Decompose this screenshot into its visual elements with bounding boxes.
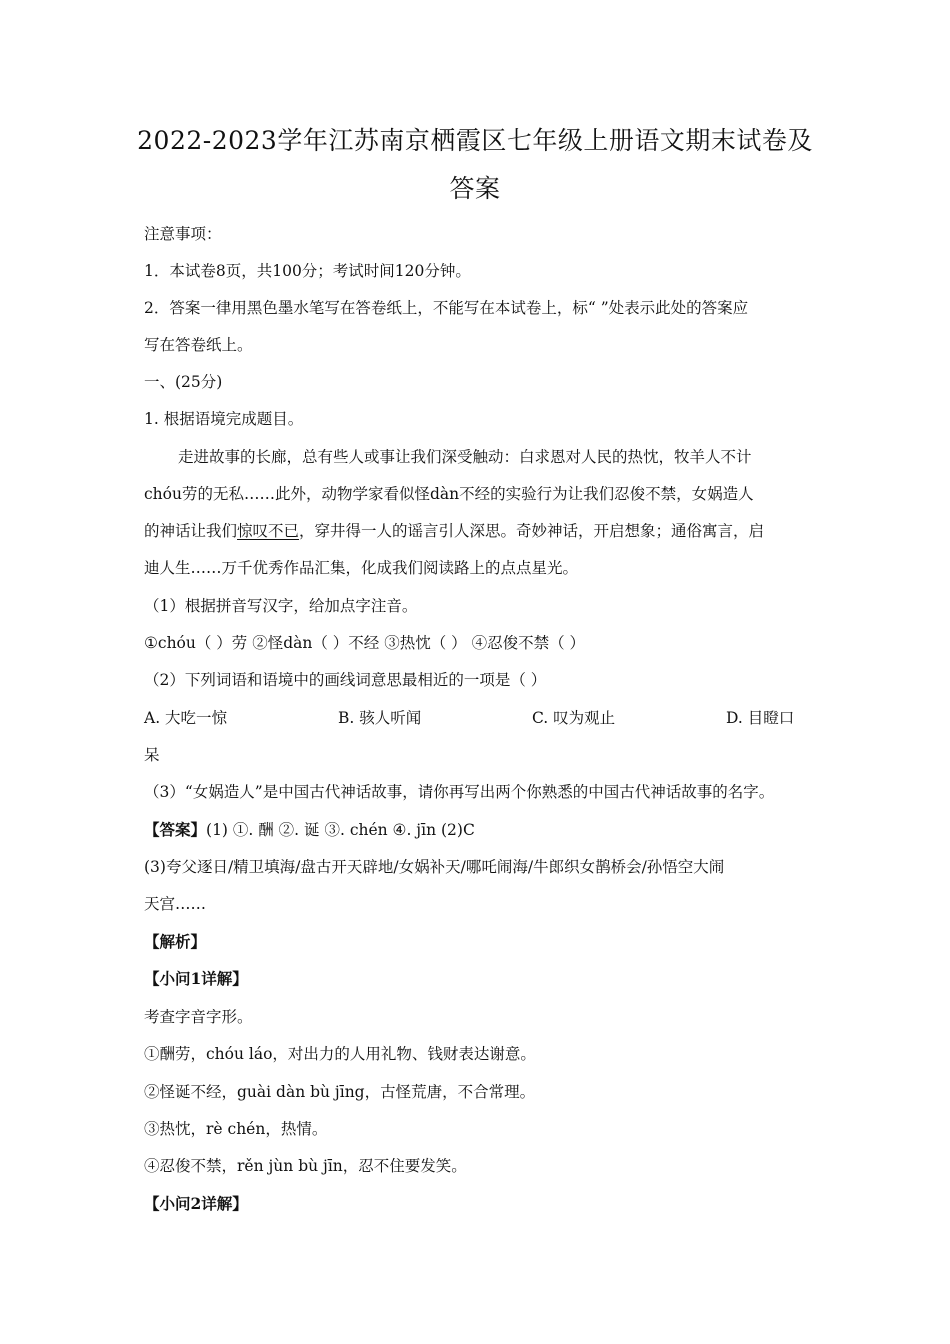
answer-line-1 bbox=[144, 819, 814, 841]
doc-title-line2: 答案 bbox=[449, 174, 501, 203]
doc-title-line1: 2022-2023学年江苏南京栖霞区七年级上册语文期末试卷及 bbox=[137, 126, 813, 155]
analysis-item-4: ④忍俊不禁，rěn jùn bù jīn，忍不住要发笑。 bbox=[144, 1157, 467, 1175]
sub-question-1-prompt: （1）根据拼音写汉字，给加点字注音。 bbox=[144, 597, 418, 615]
passage-line-4: 迪人生……万千优秀作品汇集，化成我们阅读路上的点点星光。 bbox=[144, 559, 579, 577]
sub-question-1-blanks: ①chóu（ ）劳 ②怪dàn（ ）不经 ③热忱（ ） ④忍俊不禁（ ） bbox=[144, 634, 586, 652]
answer-line-3: 天宫…… bbox=[144, 895, 207, 913]
analysis-sub1-label: 【小问1详解】 bbox=[144, 969, 248, 988]
notes-item-1: 1．本试卷8页，共100分；考试时间120分钟。 bbox=[144, 262, 471, 280]
notes-item-2-line2: 写在答卷纸上。 bbox=[144, 336, 253, 354]
analysis-item-3: ③热忱，rè chén，热情。 bbox=[144, 1120, 328, 1138]
analysis-label: 【解析】 bbox=[144, 932, 207, 951]
answer-values: (1) ①. 酬 ②. 诞 ③. chén ④. jīn (2)C bbox=[206, 821, 475, 839]
analysis-item-1: ①酬劳，chóu láo，对出力的人用礼物、钱财表达谢意。 bbox=[144, 1045, 536, 1063]
passage-line-3-pre: 的神话让我们 bbox=[144, 522, 238, 540]
passage-line-3 bbox=[144, 520, 814, 542]
option-a: A. 大吃一惊 bbox=[144, 709, 228, 727]
notes-item-2-line1: 2．答案一律用黑色墨水笔写在答卷纸上，不能写在本试卷上，标“ ”处表示此处的答案应 bbox=[144, 299, 749, 317]
passage-line-3-post: ，穿井得一人的谣言引人深思。奇妙神话，开启想象；通俗寓言，启 bbox=[299, 522, 765, 540]
option-c: C. 叹为观止 bbox=[532, 709, 616, 727]
analysis-sub2-label: 【小问2详解】 bbox=[144, 1194, 248, 1213]
option-d-wrap: 呆 bbox=[144, 746, 160, 764]
analysis-sub1-intro: 考查字音字形。 bbox=[144, 1008, 253, 1026]
answer-line-2: (3)夸父逐日/精卫填海/盘古开天辟地/女娲补天/哪吒闹海/牛郎织女鹊桥会/孙悟空大闹 bbox=[144, 858, 725, 876]
underlined-word: 惊叹不已 bbox=[237, 522, 300, 540]
passage-line-1: 走进故事的长廊，总有些人或事让我们深受触动：白求恩对人民的热忱，牧羊人不计 bbox=[178, 448, 752, 466]
option-b: B. 骇人听闻 bbox=[338, 709, 422, 727]
answer-label: 【答案】 bbox=[144, 820, 207, 839]
analysis-item-2: ②怪诞不经，guài dàn bù jīng，古怪荒唐，不合常理。 bbox=[144, 1083, 536, 1101]
notes-heading: 注意事项： bbox=[144, 225, 222, 243]
section-heading: 一、(25分) bbox=[144, 373, 223, 391]
sub-question-3-prompt: （3）“女娲造人”是中国古代神话故事，请你再写出两个你熟悉的中国古代神话故事的名字。 bbox=[144, 783, 775, 801]
passage-line-2: chóu劳的无私……此外，动物学家看似怪dàn不经的实验行为让我们忍俊不禁，女娲造人 bbox=[144, 485, 754, 503]
question-1-title: 1. 根据语境完成题目。 bbox=[144, 410, 304, 428]
option-d: D. 目瞪口 bbox=[726, 709, 795, 727]
sub-question-2-prompt: （2）下列词语和语境中的画线词意思最相近的一项是（ ） bbox=[144, 671, 547, 689]
